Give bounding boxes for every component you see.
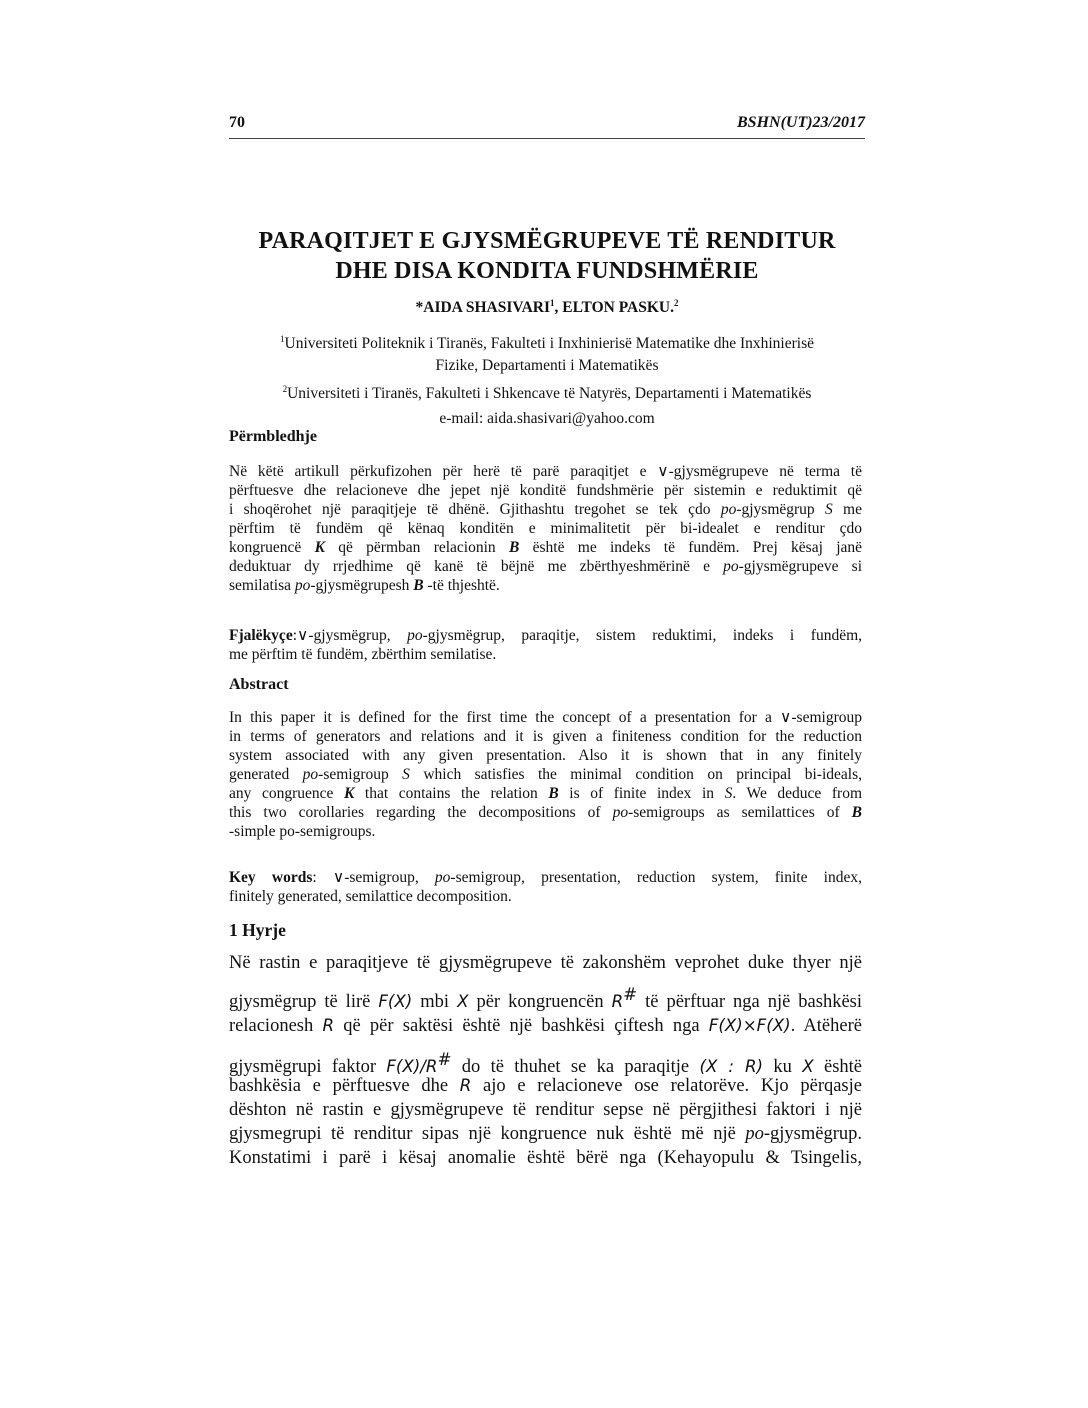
intro-line: gjysmëgrupi faktor F(X)/R# do të thuhet se ka paraqitje (X : R) ku X është	[229, 1050, 862, 1078]
keywords-label: Key words	[229, 869, 313, 886]
contact-email[interactable]: e-mail: aida.shasivari@yahoo.com	[439, 410, 655, 427]
abstract-text	[229, 708, 862, 841]
keywords-line: finitely generated, semilattice decomposition.	[229, 888, 512, 905]
math-K: K	[314, 539, 325, 556]
intro-line: Konstatimi i parë i kësaj anomalie është bërë nga (Kehayopulu & Tsingelis,	[229, 1148, 862, 1168]
author-1-affil-mark: 1	[550, 298, 555, 308]
affiliation-2	[229, 378, 865, 405]
abstract-line: generated po-semigroup S which satisfies the minimal condition on principal bi-ideals,	[229, 766, 862, 783]
abstract-line: in terms of generators and relations and it is given a finiteness condition for the reduction	[229, 728, 862, 745]
math-S: S	[824, 501, 833, 518]
math-K: K	[343, 785, 355, 802]
abstract-line: system associated with any given presentation. Also it is shown that in any finitely	[229, 747, 862, 764]
permbledhje-line: Në këtë artikull përkufizohen për herë të parë paraqitjet e ∨-gjysmëgrupeve në terma të	[229, 463, 862, 480]
intro-line: bashkësia e përftuesve dhe R ajo e relacioneve ose relatorëve. Kjo përqasje	[229, 1076, 862, 1096]
math-B: B	[413, 577, 424, 594]
author-1: *AIDA SHASIVARI	[415, 299, 551, 317]
section-heading-intro: 1 Hyrje	[229, 920, 286, 940]
affiliation-2-mark: 2	[282, 384, 288, 394]
permbledhje-line: semilatisa po-gjysmëgrupesh B -të thjeshtë.	[229, 577, 500, 594]
intro-line: gjysmëgrup të lirë F(X) mbi X për kongruencën R# të përftuar nga një bashkësi	[229, 985, 862, 1013]
affiliation-1	[229, 328, 865, 377]
affiliation-1-mark: 1	[280, 334, 285, 344]
permbledhje-line: i shoqërohet një paraqitjeje të dhënë. Gjithashtu tregohet se tek çdo po-gjysmëgrup S me	[229, 501, 862, 518]
author-2: ELTON PASKU.	[562, 299, 674, 317]
intro-line: relacionesh R që për saktësi është një bashkësi çiftesh nga F(X)×F(X). Atëherë	[229, 1016, 862, 1036]
abstract-line: this two corollaries regarding the decompositions of po-semigroups as semilattices of B	[229, 804, 863, 821]
permbledhje-line: përftuesve dhe relacioneve dhe jepet një konditë fundshmërie për sistemin e reduktimit që	[229, 482, 862, 499]
intro-line: gjysmegrupi të renditur sipas një kongruence nuk është më një po-gjysmëgrup.	[229, 1124, 862, 1144]
fjalekyce-label: Fjalëkyçe	[229, 627, 293, 644]
keywords-block	[229, 868, 862, 906]
permbledhje-heading: Përmbledhje	[229, 428, 317, 445]
fjalekyce-line: Fjalëkyçe:∨-gjysmëgrup, po-gjysmëgrup, paraqitje, sistem reduktimi, indeks i fundëm,	[229, 627, 863, 644]
journal-reference: BSHN(UT)23/2017	[737, 114, 865, 131]
abstract-line: In this paper it is defined for the first time the concept of a presentation for a ∨-semigroup	[229, 709, 862, 726]
math-S: S	[724, 785, 733, 802]
paper-title	[229, 226, 865, 286]
title-line-2: DHE DISA KONDITA FUNDSHMËRIE	[335, 258, 759, 284]
keywords-line: Key words: ∨-semigroup, po-semigroup, presentation, reduction system, finite index,	[229, 869, 862, 886]
abstract-line: -simple po-semigroups.	[229, 823, 376, 840]
abstract-heading: Abstract	[229, 676, 289, 693]
fjalekyce-block	[229, 626, 862, 664]
intro-line: Në rastin e paraqitjeve të gjysmëgrupeve të zakonshëm veprohet duke thyer një	[229, 953, 862, 973]
permbledhje-text	[229, 462, 862, 595]
title-line-1: PARAQITJET E GJYSMËGRUPEVE TË RENDITUR	[258, 228, 836, 254]
permbledhje-line: deduktuar dy rrjedhime që kanë të bëjnë me zbërthyeshmërinë e po-gjysmëgrupeve si	[229, 558, 862, 575]
affiliation-1-line-1: Universiteti Politeknik i Tiranës, Fakulteti i Inxhinierisë Matematike dhe Inxhinierisë	[284, 335, 814, 353]
page-number: 70	[229, 114, 245, 131]
fjalekyce-line: me përftim të fundëm, zbërthim semilatise.	[229, 646, 497, 663]
math-B: B	[851, 804, 863, 821]
author-2-affil-mark: 2	[673, 298, 679, 308]
permbledhje-line: kongruencë K që përmban relacionin B është me indeks të fundëm. Prej kësaj janë	[229, 539, 863, 556]
math-B: B	[548, 785, 559, 802]
running-header	[229, 114, 865, 139]
abstract-line: any congruence K that contains the relation B is of finite index in S. We deduce from	[229, 785, 863, 802]
affiliation-2-text: Universiteti i Tiranës, Fakulteti i Shkencave të Natyrës, Departamenti i Matematikës	[287, 385, 812, 403]
author-separator: ,	[554, 299, 563, 317]
math-S: S	[402, 766, 410, 783]
affiliation-1-line-2: Fizike, Departamenti i Matematikës	[435, 357, 659, 375]
math-B: B	[508, 539, 520, 556]
authors	[229, 298, 865, 317]
permbledhje-line: përftim të fundëm që kënaq konditën e minimalitetit për bi-idealet e renditur çdo	[229, 520, 862, 537]
intro-line: dështon në rastin e gjysmëgrupeve të renditur sepse në përgjithesi faktori i një	[229, 1100, 862, 1120]
